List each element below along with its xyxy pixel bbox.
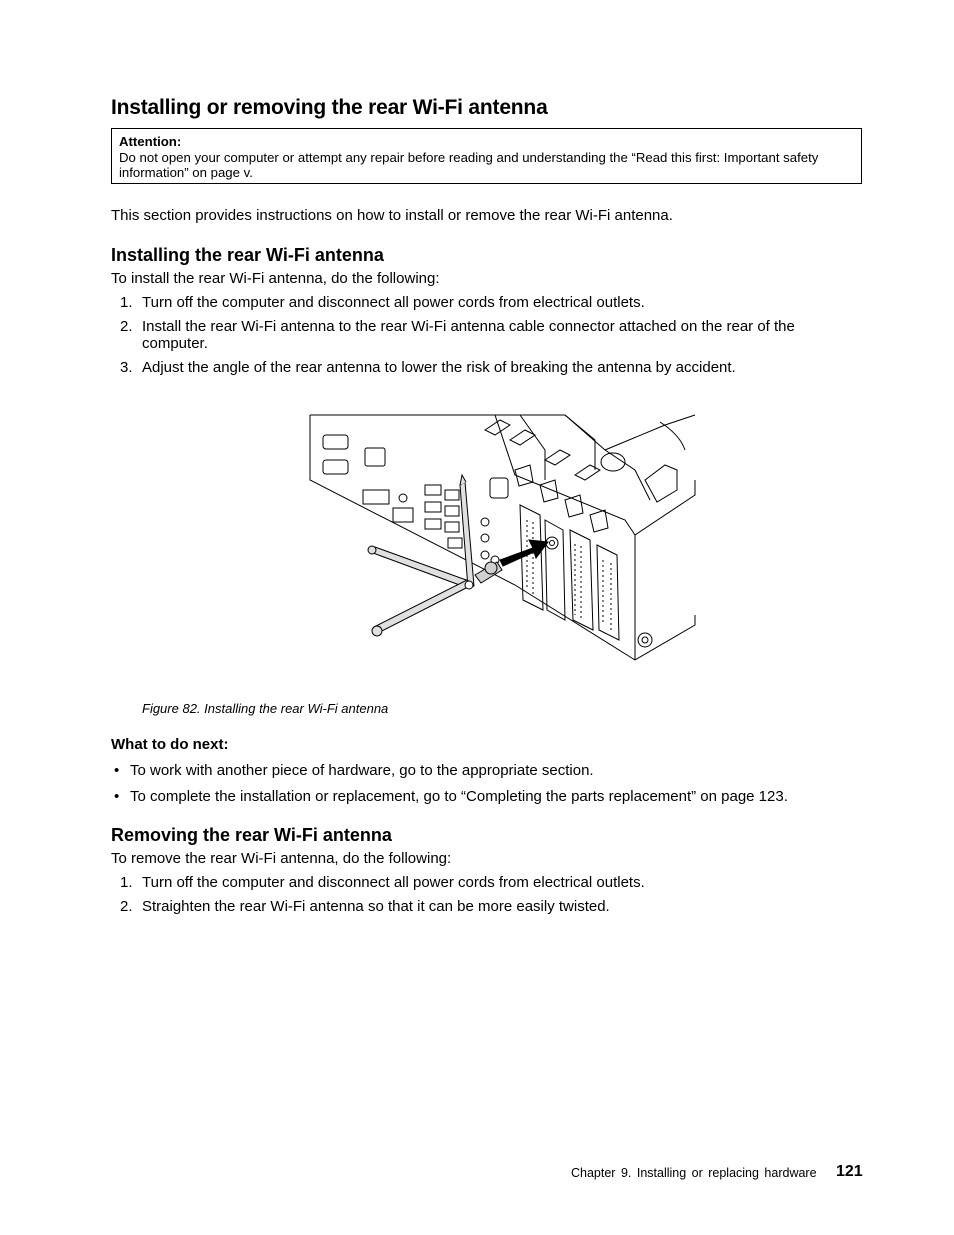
step-number: 1. xyxy=(120,294,133,311)
attention-title: Attention: xyxy=(119,134,182,149)
next-heading: What to do next: xyxy=(111,736,229,753)
figure-caption: Figure 82. Installing the rear Wi-Fi antenna xyxy=(142,701,389,716)
remove-heading: Removing the rear Wi-Fi antenna xyxy=(111,825,392,845)
list-item xyxy=(111,762,851,779)
step-text: Turn off the computer and disconnect all power cords from electrical outlets. xyxy=(142,294,645,311)
antenna-install-illustration xyxy=(305,410,700,665)
list-item xyxy=(111,318,842,352)
step-number: 1. xyxy=(120,874,133,891)
install-steps xyxy=(111,294,851,376)
list-item-text: To work with another piece of hardware, go to the appropriate section. xyxy=(130,762,594,779)
footer-chapter: Chapter 9. Installing or replacing hardware xyxy=(571,1166,817,1180)
install-lead: To install the rear Wi-Fi antenna, do the following: xyxy=(111,270,440,287)
step-text: Turn off the computer and disconnect all power cords from electrical outlets. xyxy=(142,874,645,891)
page-heading: Installing or removing the rear Wi-Fi antenna xyxy=(111,96,548,119)
step-number: 2. xyxy=(120,318,133,335)
list-item xyxy=(111,898,851,915)
list-item xyxy=(111,294,851,311)
attention-box xyxy=(111,128,862,184)
step-number: 2. xyxy=(120,898,133,915)
list-item xyxy=(111,874,851,891)
step-number: 3. xyxy=(120,359,133,376)
install-heading: Installing the rear Wi-Fi antenna xyxy=(111,245,384,265)
intro-paragraph: This section provides instructions on how to install or remove the rear Wi-Fi antenna. xyxy=(111,207,673,224)
step-text: Install the rear Wi-Fi antenna to the rear Wi-Fi antenna cable connector attached on the rear of the computer. xyxy=(142,318,795,352)
remove-steps xyxy=(111,874,851,915)
list-item xyxy=(111,359,851,376)
bullet: • xyxy=(114,788,120,805)
page-number: 121 xyxy=(836,1163,863,1180)
bullet: • xyxy=(114,762,120,779)
attention-text: Do not open your computer or attempt any repair before reading and understanding the “Read this first: Important safety information” on page v. xyxy=(119,149,819,180)
next-list xyxy=(111,762,851,805)
list-item xyxy=(111,788,851,805)
step-text: Straighten the rear Wi-Fi antenna so that it can be more easily twisted. xyxy=(142,898,610,915)
remove-lead: To remove the rear Wi-Fi antenna, do the following: xyxy=(111,850,452,867)
step-text: Adjust the angle of the rear antenna to lower the risk of breaking the antenna by accident. xyxy=(142,359,736,376)
list-item-text: To complete the installation or replacement, go to “Completing the parts replacement” on page 123. xyxy=(130,788,788,805)
